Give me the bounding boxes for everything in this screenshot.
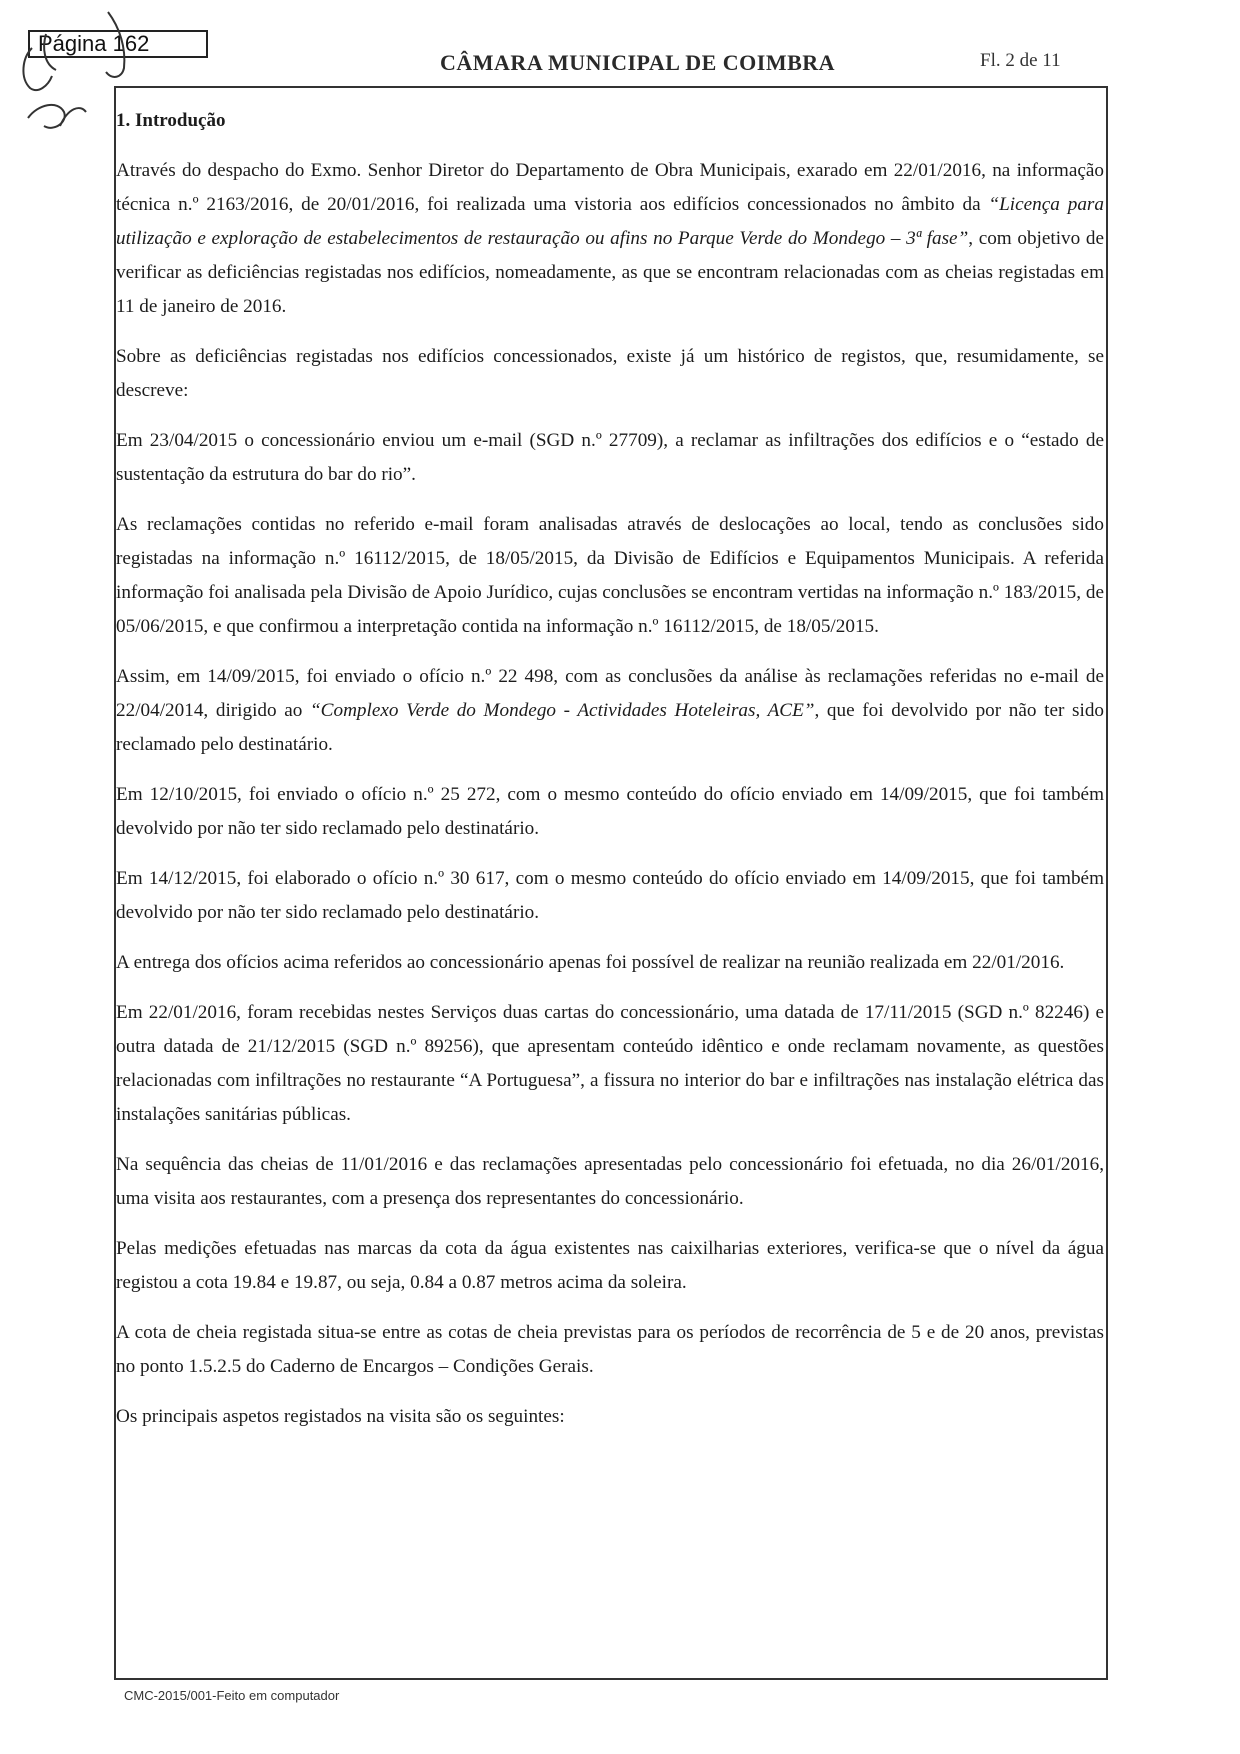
paragraph: Em 12/10/2015, foi enviado o ofício n.º 25 272, com o mesmo conteúdo do ofício enviado em 14/09/2015, que foi também devolvido por não ter sido reclamado pelo destinatário. (116, 784, 1104, 839)
institution-title: CÂMARA MUNICIPAL DE COIMBRA (440, 50, 836, 75)
paragraph: A cota de cheia registada situa-se entre as cotas de cheia previstas para os períodos de recorrência de 5 e de 20 anos, previstas no ponto 1.5.2.5 do Caderno de Encargos – Condições Gerais. (116, 1322, 1104, 1377)
paragraph: Em 23/04/2015 o concessionário enviou um e-mail (SGD n.º 27709), a reclamar as infiltrações dos edifícios e o “estado de sustentação da estrutura do bar do rio”. (116, 430, 1104, 485)
paragraph: A entrega dos ofícios acima referidos ao concessionário apenas foi possível de realizar na reunião realizada em 22/01/2016. (116, 952, 1065, 973)
page-number-stamp: Página 162 (28, 30, 208, 58)
section-heading: 1. Introdução (116, 110, 226, 131)
document-body (116, 104, 1104, 1450)
folio-number: Fl. 2 de 11 (980, 50, 1061, 71)
paragraph: Em 14/12/2015, foi elaborado o ofício n.º 30 617, com o mesmo conteúdo do ofício enviado em 14/09/2015, que foi também devolvido por não ter sido reclamado pelo destinatário. (116, 868, 1104, 923)
paragraph: Pelas medições efetuadas nas marcas da cota da água existentes nas caixilharias exteriores, verifica-se que o nível da água registou a cota 19.84 e 19.87, ou seja, 0.84 a 0.87 metros acima da soleira. (116, 1238, 1104, 1293)
paragraph: Através do despacho do Exmo. Senhor Diretor do Departamento de Obra Municipais, exarado em 22/01/2016, na informação técnica n.º 2163/2016, de 20/01/2016, foi realizada uma vistoria aos edifícios concessionados no âmbito da “Licença para utilização e exploração de estabelecimentos de restauração ou afins no Parque Verde do Mondego – 3ª fase”, com objetivo de verificar as deficiências registadas nos edifícios, nomeadamente, as que se encontram relacionadas com as cheias registadas em 11 de janeiro de 2016. (116, 160, 1105, 317)
paragraph: Na sequência das cheias de 11/01/2016 e das reclamações apresentadas pelo concessionário foi efetuada, no dia 26/01/2016, uma visita aos restaurantes, com a presença dos representantes do concessionário. (116, 1154, 1104, 1209)
paragraph: As reclamações contidas no referido e-mail foram analisadas através de deslocações ao local, tendo as conclusões sido registadas na informação n.º 16112/2015, de 18/05/2015, da Divisão de Edifícios e Equipamentos Municipais. A referida informação foi analisada pela Divisão de Apoio Jurídico, cujas conclusões se encontram vertidas na informação n.º 183/2015, de 05/06/2015, e que confirmou a interpretação contida na informação n.º 16112/2015, de 18/05/2015. (116, 514, 1104, 637)
footer-note: CMC-2015/001-Feito em computador (124, 1688, 340, 1703)
paragraph: Os principais aspetos registados na visita são os seguintes: (116, 1406, 565, 1427)
paragraph: Em 22/01/2016, foram recebidas nestes Serviços duas cartas do concessionário, uma datada de 17/11/2015 (SGD n.º 82246) e outra datada de 21/12/2015 (SGD n.º 89256), que apresentam conteúdo idêntico e onde reclamam novamente, as questões relacionadas com infiltrações no restaurante “A Portuguesa”, a fissura no interior do bar e infiltrações nas instalação elétrica das instalações sanitárias públicas. (116, 1002, 1104, 1125)
paragraph: Assim, em 14/09/2015, foi enviado o ofício n.º 22 498, com as conclusões da análise às reclamações referidas no e-mail de 22/04/2014, dirigido ao “Complexo Verde do Mondego - Actividades Hoteleiras, ACE”, que foi devolvido por não ter sido reclamado pelo destinatário. (116, 666, 1105, 755)
paragraph: Sobre as deficiências registadas nos edifícios concessionados, existe já um histórico de registos, que, resumidamente, se descreve: (116, 346, 1104, 401)
italic-quote: “Licença para utilização e exploração de estabelecimentos de restauração ou afins no Parque Verde do Mondego – 3ª fase” (116, 194, 1104, 249)
italic-quote: “Complexo Verde do Mondego - Actividades Hoteleiras, ACE” (310, 700, 815, 721)
